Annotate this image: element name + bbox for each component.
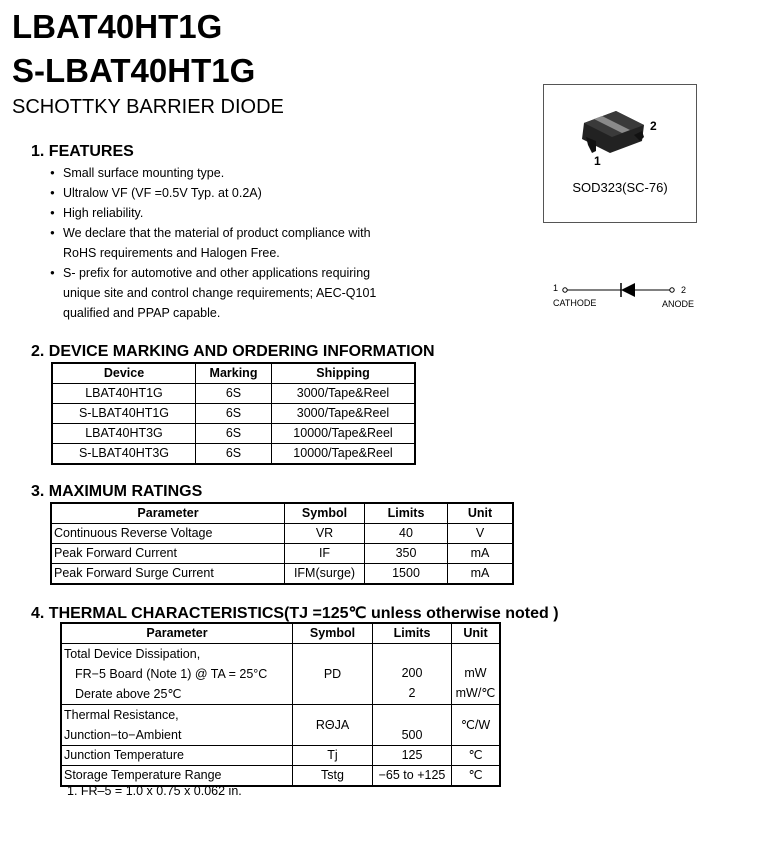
cell-limits: 40 (365, 524, 448, 544)
cell-limits (373, 644, 452, 705)
cell-unit: ℃ (452, 766, 501, 787)
param-line: Junction−to−Ambient (64, 728, 182, 742)
table-row (51, 524, 513, 544)
table-row (51, 564, 513, 585)
cell-symbol: Tstg (293, 766, 373, 787)
table-row (61, 746, 500, 766)
cell-symbol: RΘJA (293, 705, 373, 746)
cell-symbol: Tj (293, 746, 373, 766)
max-ratings-table (50, 502, 514, 585)
part-number-title: LBAT40HT1G (12, 8, 223, 45)
cell-parameter (61, 644, 293, 705)
cell-marking: 6S (196, 424, 272, 444)
package-name: SOD323(SC-76) (572, 180, 668, 195)
cell-unit: V (448, 524, 514, 544)
col-unit: Unit (448, 503, 514, 524)
cell-device: S-LBAT40HT3G (52, 444, 196, 465)
cell-parameter: Storage Temperature Range (61, 766, 293, 787)
param-line: Total Device Dissipation, (64, 647, 201, 661)
cell-unit: ℃ (452, 746, 501, 766)
col-limits: Limits (373, 623, 452, 644)
package-box (543, 84, 697, 223)
limit-line: 2 (408, 686, 416, 700)
table-row (52, 424, 415, 444)
col-symbol: Symbol (285, 503, 365, 524)
cell-symbol: IFM(surge) (285, 564, 365, 585)
feature-item: ● We declare that the material of product compliance with RoHS requirements and Halogen Free. (50, 223, 403, 263)
cell-shipping: 3000/Tape&Reel (272, 384, 416, 404)
col-device: Device (52, 363, 196, 384)
symbol-pin1: 1 (553, 283, 559, 293)
feature-item: ● Small surface mounting type. (50, 163, 363, 183)
thermal-table (60, 622, 501, 787)
col-limits: Limits (365, 503, 448, 524)
thermal-footnote: 1. FR–5 = 1.0 x 0.75 x 0.062 in. (67, 784, 242, 798)
cell-shipping: 10000/Tape&Reel (272, 424, 416, 444)
sod323-package-icon (544, 85, 696, 175)
col-unit: Unit (452, 623, 501, 644)
col-parameter: Parameter (61, 623, 293, 644)
ordering-heading: 2. DEVICE MARKING AND ORDERING INFORMATION (31, 343, 435, 360)
col-marking: Marking (196, 363, 272, 384)
cell-parameter (61, 705, 293, 746)
cell-shipping: 10000/Tape&Reel (272, 444, 416, 465)
table-row (61, 766, 500, 787)
feature-item: ● High reliability. (50, 203, 363, 223)
cell-marking: 6S (196, 384, 272, 404)
feature-item: ● Ultralow VF (VF =0.5V Typ. at 0.2A) (50, 183, 363, 203)
table-row (51, 544, 513, 564)
table-row (52, 384, 415, 404)
package-pin1-label: 1 (594, 154, 601, 168)
unit-line: mW/℃ (455, 686, 496, 700)
table-header-row (61, 623, 500, 644)
table-row (52, 404, 415, 424)
cell-limits: 1500 (365, 564, 448, 585)
limit-line: 200 (401, 666, 423, 680)
col-symbol: Symbol (293, 623, 373, 644)
thermal-heading: 4. THERMAL CHARACTERISTICS(TJ =125℃ unless otherwise noted ) (31, 605, 559, 622)
cell-limits: 500 (373, 705, 452, 746)
cell-marking: 6S (196, 444, 272, 465)
cell-parameter: Peak Forward Current (51, 544, 285, 564)
package-pin2-label: 2 (650, 119, 657, 133)
cell-device: LBAT40HT3G (52, 424, 196, 444)
table-row (61, 644, 500, 705)
cell-parameter: Peak Forward Surge Current (51, 564, 285, 585)
ordering-table (51, 362, 416, 465)
param-line: Derate above 25℃ (75, 687, 182, 701)
cell-parameter: Junction Temperature (61, 746, 293, 766)
max-ratings-heading: 3. MAXIMUM RATINGS (31, 483, 203, 500)
cell-unit: mA (448, 544, 514, 564)
cell-unit: mA (448, 564, 514, 585)
cell-limits: 125 (373, 746, 452, 766)
col-shipping: Shipping (272, 363, 416, 384)
cell-symbol: PD (293, 644, 373, 705)
cell-symbol: IF (285, 544, 365, 564)
table-header-row (51, 503, 513, 524)
table-row (61, 705, 500, 746)
cell-shipping: 3000/Tape&Reel (272, 404, 416, 424)
param-line: Thermal Resistance, (64, 708, 179, 722)
feature-item: ● S- prefix for automotive and other applications requiring unique site and control change requirements; AEC-Q101 qualified and PPAP capable. (50, 263, 408, 323)
cell-limits: −65 to +125 (373, 766, 452, 787)
cathode-label: CATHODE (553, 298, 597, 308)
table-header-row (52, 363, 415, 384)
cell-unit: ℃/W (452, 705, 501, 746)
cell-device: LBAT40HT1G (52, 384, 196, 404)
param-line: FR−5 Board (Note 1) @ TA = 25°C (75, 667, 268, 681)
col-parameter: Parameter (51, 503, 285, 524)
features-list (50, 163, 408, 323)
cell-device: S-LBAT40HT1G (52, 404, 196, 424)
features-heading: 1. FEATURES (31, 143, 134, 160)
device-subtitle: SCHOTTKY BARRIER DIODE (12, 96, 284, 118)
cell-limits: 350 (365, 544, 448, 564)
cell-symbol: VR (285, 524, 365, 544)
anode-label: ANODE (662, 299, 695, 309)
unit-line: mW (464, 666, 487, 680)
cell-parameter: Continuous Reverse Voltage (51, 524, 285, 544)
table-row (52, 444, 415, 465)
part-number-title-alt: S-LBAT40HT1G (12, 52, 256, 89)
cell-unit (452, 644, 501, 705)
cell-marking: 6S (196, 404, 272, 424)
symbol-pin2: 2 (681, 285, 687, 295)
